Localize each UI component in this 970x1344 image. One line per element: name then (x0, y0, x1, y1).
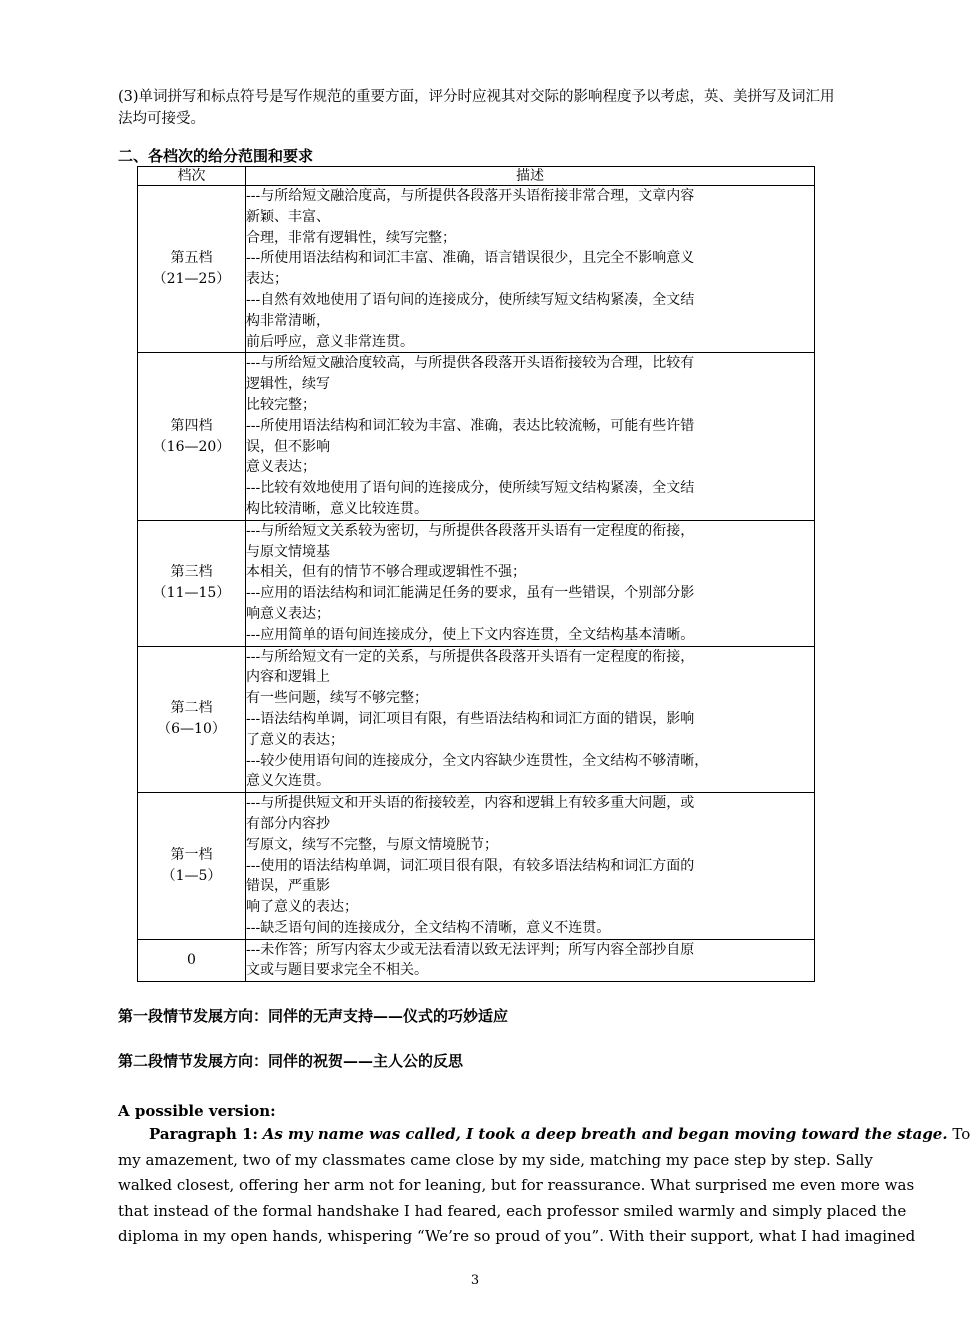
grading-table (137, 166, 815, 982)
description-line: 意义欠连贯。 (246, 773, 330, 790)
description-line: ---所使用语法结构和词汇较为丰富、准确，表达比较流畅，可能有些许错 (246, 417, 695, 434)
description-line: ---所使用语法结构和词汇丰富、准确，语言错误很少，且完全不影响意义 (246, 250, 695, 267)
header-level: 档次 (138, 167, 246, 186)
essay-line-2: my amazement, two of my classmates came close by my side, matching my pace step by step. Sally (118, 1150, 873, 1169)
lead-sentence: As my name was called, I took a deep breath and began moving toward the stage. (262, 1125, 948, 1143)
description-line: ---未作答；所写内容太少或无法看清以致无法评判；所写内容全部抄自原 (246, 941, 695, 958)
page-number: 3 (470, 1273, 480, 1288)
description-line: ---较少使用语句间的连接成分，全文内容缺少连贯性，全文结构不够清晰， (246, 752, 709, 769)
table-row (138, 520, 815, 646)
grade-description-cell (246, 186, 815, 353)
description-line: 表达； (246, 271, 288, 288)
description-line: ---应用简单的语句间连接成分，使上下文内容连贯，全文结构基本清晰。 (246, 626, 695, 643)
grade-description-cell (246, 353, 815, 520)
description-line: 了意义的表达； (246, 731, 344, 748)
grade-level-name: 第五档 (170, 250, 213, 267)
description-line: 新颖、丰富、 (246, 208, 330, 225)
grade-score-range: （1—5） (161, 867, 222, 884)
table-header-row (138, 167, 815, 186)
description-line: ---缺乏语句间的连接成分，全文结构不清晰，意义不连贯。 (246, 919, 611, 936)
description-line: 响了意义的表达； (246, 899, 358, 916)
grade-level-cell (138, 186, 246, 353)
description-line: ---自然有效地使用了语句间的连接成分，使所续写短文结构紧凑，全文结 (246, 291, 695, 308)
grade-level-cell (138, 520, 246, 646)
grade-score-range: （21—25） (152, 271, 231, 288)
essay-paragraph (118, 1122, 970, 1250)
description-line: 比较完整； (246, 396, 316, 413)
grade-level-name: 第四档 (170, 417, 213, 434)
description-line: 合理，非常有逻辑性，续写完整； (246, 229, 456, 246)
description-line: 逻辑性，续写 (246, 376, 330, 393)
description-line: 写原文，续写不完整，与原文情境脱节； (246, 836, 498, 853)
grade-description-cell (246, 793, 815, 940)
grade-description-cell (246, 520, 815, 646)
grade-level-cell (138, 353, 246, 520)
description-line: 前后呼应，意义非常连贯。 (246, 333, 414, 350)
table-row (138, 793, 815, 940)
table-row (138, 939, 815, 982)
grade-description-cell (246, 939, 815, 982)
description-line: ---使用的语法结构单调，词汇项目很有限，有较多语法结构和词汇方面的 (246, 857, 695, 874)
table-row (138, 186, 815, 353)
table-row (138, 646, 815, 793)
description-line: ---与所给短文融洽度较高，与所提供各段落开头语衔接较为合理，比较有 (246, 355, 695, 372)
description-line: 响意义表达； (246, 605, 330, 622)
header-description: 描述 (246, 167, 815, 186)
essay-line-1 (118, 1122, 970, 1148)
grade-level-name: 0 (187, 951, 196, 968)
description-line: 文或与题目要求完全不相关。 (246, 962, 428, 979)
description-line: 构比较清晰，意义比较连贯。 (246, 500, 428, 517)
version-title: A possible version: (118, 1102, 276, 1120)
grade-level-name: 第二档 (170, 700, 213, 717)
description-line: 与原文情境基 (246, 543, 330, 560)
description-line: ---语法结构单调，词汇项目有限，有些语法结构和词汇方面的错误，影响 (246, 710, 695, 727)
description-line: 有一些问题，续写不够完整； (246, 690, 428, 707)
description-line: ---应用的语法结构和词汇能满足任务的要求，虽有一些错误，个别部分影 (246, 585, 695, 602)
description-line: ---比较有效地使用了语句间的连接成分，使所续写短文结构紧凑，全文结 (246, 480, 695, 497)
description-line: 错误，严重影 (246, 878, 330, 895)
grade-score-range: （6—10） (157, 721, 226, 738)
description-line: 误，但不影响 (246, 438, 330, 455)
description-line: 有部分内容抄 (246, 815, 330, 832)
scoring-note: (3)单词拼写和标点符号是写作规范的重要方面，评分时应视其对交际的影响程度予以考虑，英、美拼写及词汇用法均可接受。 (118, 89, 835, 127)
essay-line-1-tail: To (952, 1125, 970, 1143)
description-line: 本相关，但有的情节不够合理或逻辑性不强； (246, 564, 526, 581)
grade-description-cell (246, 646, 815, 793)
essay-line-5: diploma in my open hands, whispering “We’re so proud of you”. With their support, what I had imagined (118, 1227, 916, 1245)
grade-level-cell (138, 939, 246, 982)
description-line: ---与所提供短文和开头语的衔接较差，内容和逻辑上有较多重大问题，或 (246, 795, 695, 812)
plot-direction-2: 第二段情节发展方向：同伴的祝贺——主人公的反思 (118, 1052, 464, 1070)
description-line: 内容和逻辑上 (246, 669, 330, 686)
description-line: 意义表达； (246, 459, 316, 476)
description-line: ---与所给短文关系较为密切，与所提供各段落开头语有一定程度的衔接， (246, 522, 695, 539)
paragraph-label: Paragraph 1: (149, 1125, 258, 1143)
description-line: 构非常清晰， (246, 312, 330, 329)
grade-level-name: 第三档 (170, 564, 213, 581)
grade-level-cell (138, 646, 246, 793)
grade-level-name: 第一档 (170, 846, 213, 863)
grade-score-range: （16—20） (152, 438, 231, 455)
table-row (138, 353, 815, 520)
table-body (138, 186, 815, 982)
essay-line-3: walked closest, offering her arm not for leaning, but for reassurance. What surprised me even more was (118, 1176, 915, 1194)
plot-direction-1: 第一段情节发展方向：同伴的无声支持——仪式的巧妙适应 (118, 1007, 509, 1025)
description-line: ---与所给短文融洽度高，与所提供各段落开头语衔接非常合理，文章内容 (246, 188, 695, 204)
section-title: 二、各档次的给分范围和要求 (118, 147, 314, 165)
description-line: ---与所给短文有一定的关系，与所提供各段落开头语有一定程度的衔接， (246, 648, 695, 665)
grade-score-range: （11—15） (152, 585, 231, 602)
essay-line-4: that instead of the formal handshake I had feared, each professor smiled warmly and simply placed the (118, 1201, 907, 1220)
grade-level-cell (138, 793, 246, 940)
